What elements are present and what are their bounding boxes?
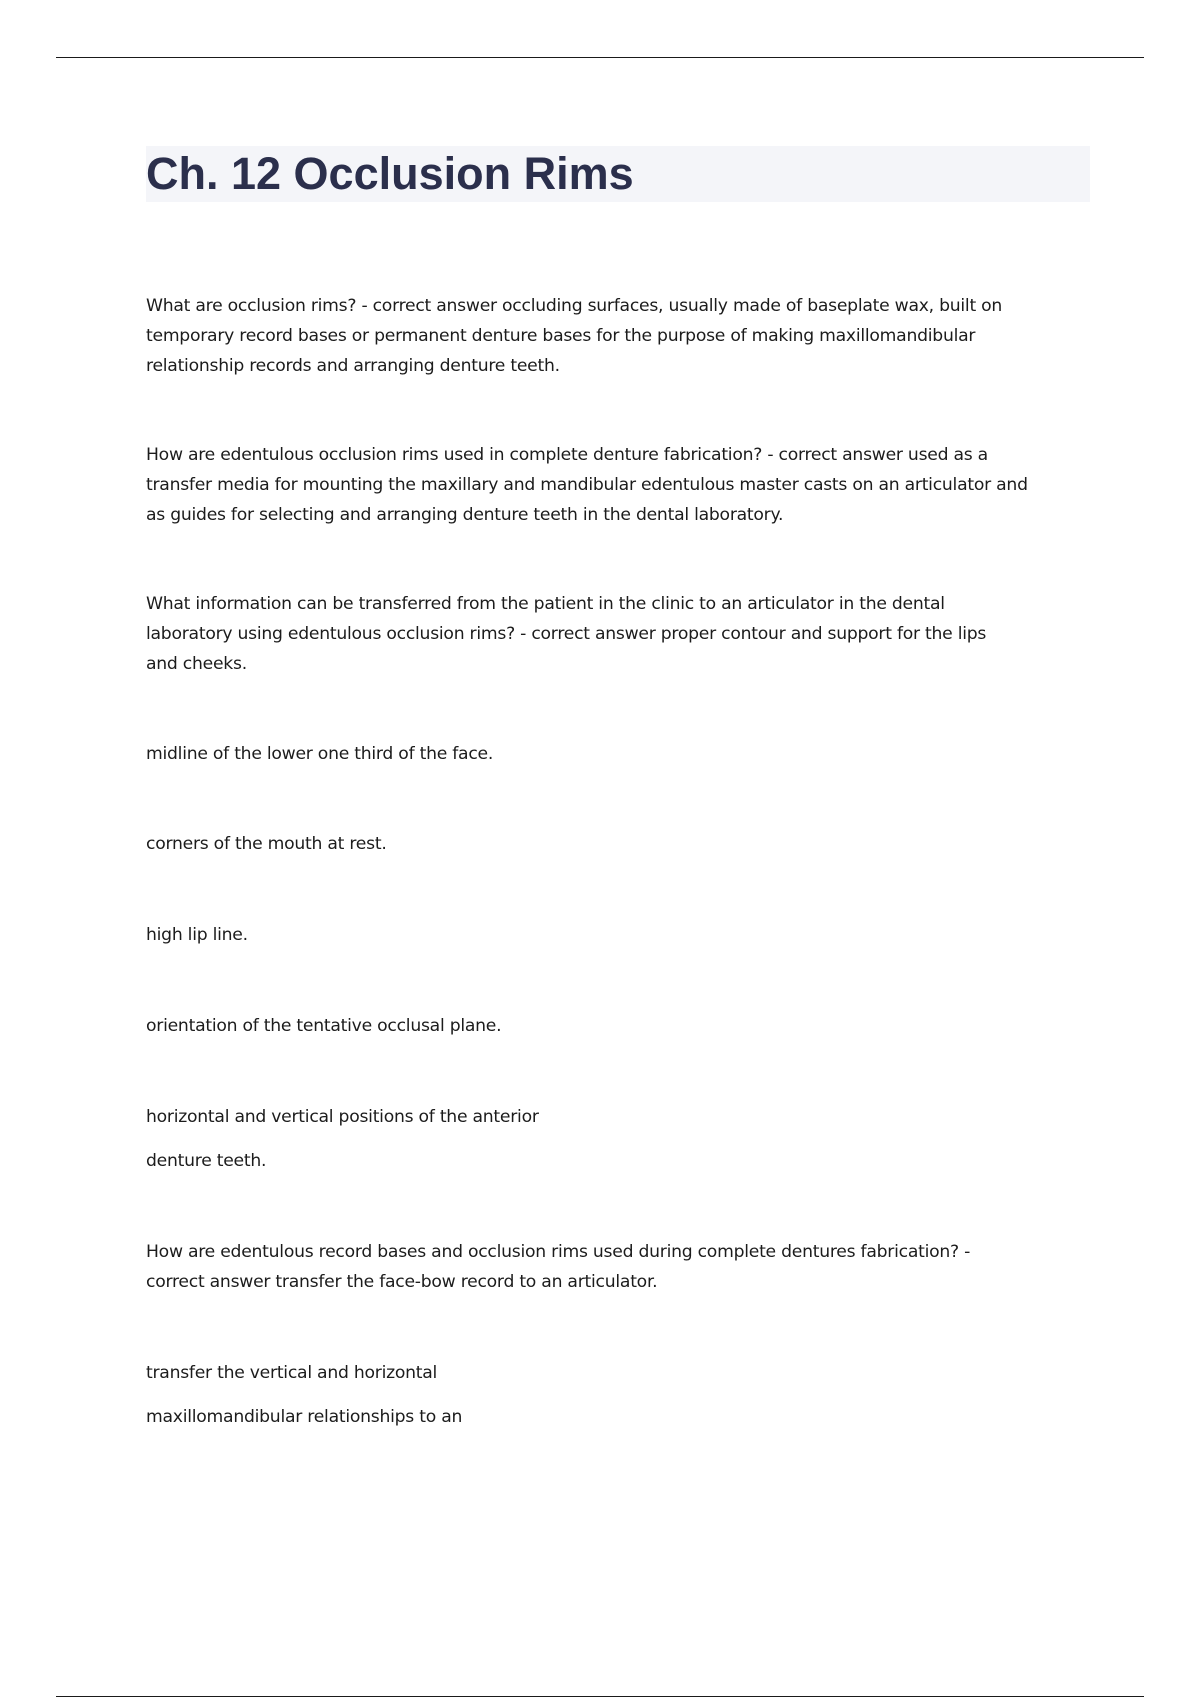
text-line: as guides for selecting and arranging denture teeth in the dental laboratory. (146, 505, 784, 525)
paragraph-transferred-information (146, 589, 1086, 679)
paragraph-midline (146, 739, 1086, 769)
text-line: What information can be transferred from the patient in the clinic to an articulator in the dental (146, 594, 945, 614)
text-line: laboratory using edentulous occlusion rims? - correct answer proper contour and support for the lips (146, 624, 987, 644)
text-line: transfer media for mounting the maxillary and mandibular edentulous master casts on an articulator and (146, 475, 1028, 495)
text-line: How are edentulous occlusion rims used in complete denture fabrication? - correct answer used as a (146, 445, 988, 465)
text-line: What are occlusion rims? - correct answer occluding surfaces, usually made of baseplate wax, built on (146, 296, 1003, 316)
paragraph-transfer-relationships (146, 1358, 1086, 1388)
text-line: temporary record bases or permanent denture bases for the purpose of making maxillomandibular (146, 326, 976, 346)
paragraph-high-lip-line (146, 920, 1086, 950)
paragraph-rims-usage (146, 440, 1086, 530)
paragraph-occlusion-rims-definition (146, 291, 1086, 381)
text-line: maxillomandibular relationships to an (146, 1407, 463, 1427)
text-line: correct answer transfer the face-bow record to an articulator. (146, 1272, 658, 1292)
paragraph-maxillomandibular (146, 1402, 1086, 1432)
paragraph-denture-teeth (146, 1146, 1086, 1176)
text-line: horizontal and vertical positions of the anterior (146, 1107, 539, 1127)
text-line: corners of the mouth at rest. (146, 834, 387, 854)
text-line: relationship records and arranging denture teeth. (146, 356, 560, 376)
text-line: and cheeks. (146, 654, 247, 674)
paragraph-anterior-positions (146, 1102, 1086, 1132)
footer-rule (56, 1696, 1144, 1697)
paragraph-corners-of-mouth (146, 829, 1086, 859)
paragraph-occlusal-plane (146, 1011, 1086, 1041)
text-line: How are edentulous record bases and occlusion rims used during complete dentures fabrication? - (146, 1242, 971, 1262)
text-line: midline of the lower one third of the face. (146, 744, 494, 764)
text-line: high lip line. (146, 925, 248, 945)
text-line: transfer the vertical and horizontal (146, 1363, 438, 1383)
text-line: denture teeth. (146, 1151, 267, 1171)
document-title: Ch. 12 Occlusion Rims (146, 148, 634, 199)
text-line: orientation of the tentative occlusal plane. (146, 1016, 502, 1036)
header-rule (56, 57, 1144, 58)
paragraph-record-bases-usage (146, 1237, 1086, 1297)
